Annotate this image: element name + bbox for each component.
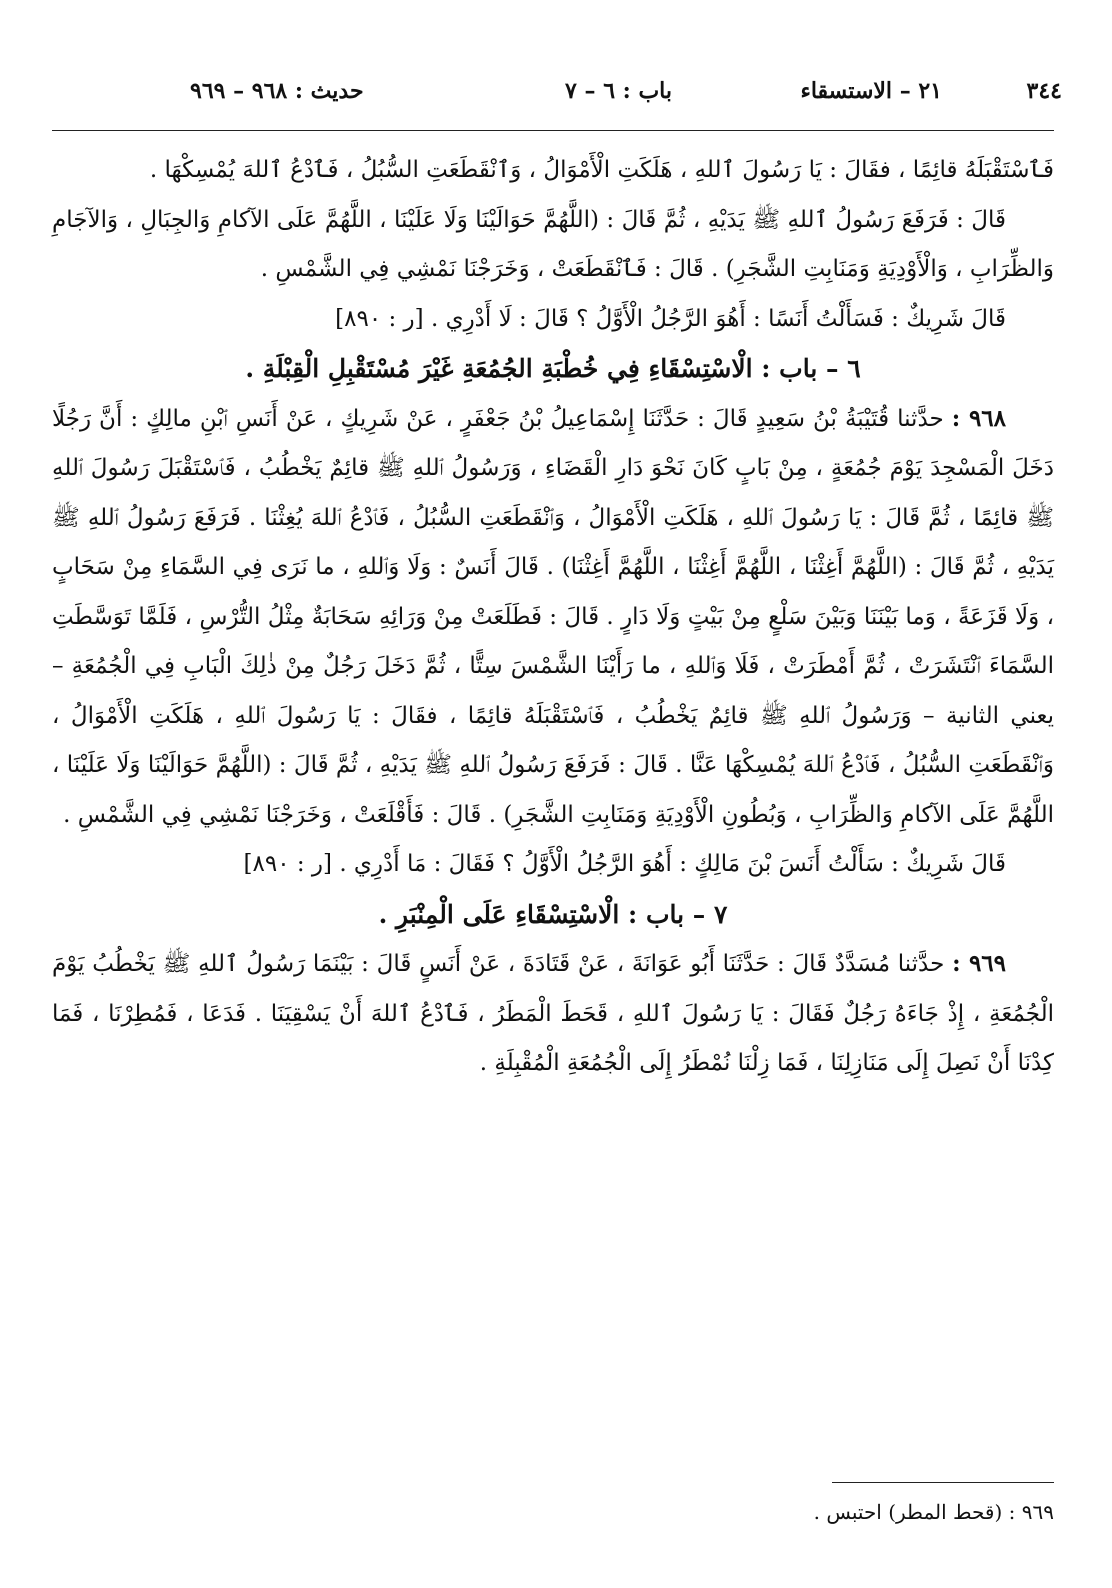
hadith-text: حدَّثنا قُتَيْبَةُ بْنُ سَعِيدٍ قَالَ : حَدَّثَنَا إِسْمَاعِيلُ بْنُ جَعْفَرٍ ، عَنْ شَرِيكٍ ، عَنْ أَنَسِ ٱبْنِ مالِكٍ : أَنَّ رَجُلًا دَخَلَ الْمَسْجِدَ يَوْمَ جُمُعَةٍ ، مِنْ بَابٍ كَانَ نَحْوَ دَارِ الْقَضَاءِ ، وَرَسُولُ ٱللهِ ﷺ قائِمٌ يَخْطُبُ ، فَٱسْتَقْبَلَ رَسُولَ ٱللهِ ﷺ قائِمًا ، ثُمَّ قَالَ : يَا رَسُولَ ٱللهِ ، هَلَكَتِ الْأَمْوَالُ ، وَٱنْقَطَعَتِ السُّبُلُ ، فَٱدْعُ ٱللهَ يُغِثْنَا . فَرَفَعَ رَسُولُ ٱللهِ ﷺ يَدَيْهِ ، ثُمَّ قَالَ : (اللَّهُمَّ أَغِثْنَا ، اللَّهُمَّ أَغِثْنَا ، اللَّهُمَّ أَغِثْنَا) . قَالَ أَنَسٌ : وَلَا وَٱللهِ ، ما نَرَى فِي السَّمَاءِ مِنْ سَحَابٍ ، وَلَا قَزَعَةً ، وَما بَيْنَنَا وَبَيْنَ سَلْعٍ مِنْ بَيْتٍ وَلَا دَارٍ . قَالَ : فَطَلَعَتْ مِنْ وَرَائِهِ سَحَابَةٌ مِثْلُ التُّرْسِ ، فَلَمَّا تَوَسَّطَتِ السَّمَاءَ ٱنْتَشَرَتْ ، ثُمَّ أَمْطَرَتْ ، فَلَا وَٱللهِ ، ما رَأَيْنَا الشَّمْسَ سِتًّا ، ثُمَّ دَخَلَ رَجُلٌ مِنْ ذٰلِكَ الْبَابِ فِي الْجُمُعَةِ – يعني الثانية – وَرَسُولُ ٱللهِ ﷺ قائِمٌ يَخْطُبُ ، فَٱسْتَقْبَلَهُ قائِمًا ، فقَالَ : يَا رَسُولَ ٱللهِ ، هَلَكَتِ الْأَمْوَالُ ، وَٱنْقَطَعَتِ السُّبُلُ ، فَٱدْعُ ٱللهَ يُمْسِكْهَا عَنَّا . قَالَ : فَرَفَعَ رَسُولُ ٱللهِ ﷺ يَدَيْهِ ، ثُمَّ قَالَ : (اللَّهُمَّ حَوَالَيْنَا وَلَا عَلَيْنَا ، اللَّهُمَّ عَلَى الآكامِ وَالظِّرَابِ ، وَبُطُونِ الْأَوْدِيَةِ وَمَنَابِتِ الشَّجَرِ) . قَالَ : فَأَقْلَعَتْ ، وَخَرَجْنَا نَمْشِي فِي الشَّمْسِ . <box>52 405 1055 828</box>
footnote-rule <box>832 1482 1054 1483</box>
main-text <box>52 146 1054 1089</box>
footnote-number: ٩٦٩ : <box>1008 1500 1054 1524</box>
running-header <box>190 78 1062 118</box>
hadith-number: ٩٦٩ : <box>952 950 1007 977</box>
sharik-text: قَالَ شَرِيكٌ : فَسَأَلْتُ أَنَسًا : أَهُوَ الرَّجُلُ الْأَوَّلُ ؟ قَالَ : لَا أَدْرِي . <box>430 305 1006 332</box>
bab-range: باب : ٦ – ٧ <box>565 78 672 104</box>
sharik-text: قَالَ شَرِيكٌ : سَأَلْتُ أَنَسَ بْنَ مَالِكٍ : أَهُوَ الرَّجُلُ الْأَوَّلُ ؟ فَقَالَ : مَا أَدْرِي . <box>339 851 1006 877</box>
hadith-969 <box>52 939 1054 1089</box>
hadith-range: حديث : ٩٦٨ – ٩٦٩ <box>190 78 364 104</box>
continued-paragraph: قَالَ : فَرَفَعَ رَسُولُ ٱللهِ ﷺ يَدَيْهِ ، ثُمَّ قَالَ : (اللَّهُمَّ حَوَالَيْنَا وَلَا عَلَيْنَا ، اللَّهُمَّ عَلَى الآكامِ وَالجِبَالِ ، وَالآجَامِ وَالظِّرَابِ ، وَالْأَوْدِيَةِ وَمَنَابِتِ الشَّجَرِ) . قَالَ : فَٱنْقَطَعَتْ ، وَخَرَجْنَا نَمْشِي فِي الشَّمْسِ . <box>52 206 1054 282</box>
page-number: ٣٤٤ <box>1026 78 1062 104</box>
chapter-heading: ٢١ – الاستسقاء <box>800 78 942 104</box>
hadith-number: ٩٦٨ : <box>951 404 1007 432</box>
footnote-text: (قحط المطر) احتبس . <box>813 1500 1003 1524</box>
footnote <box>814 1500 1054 1524</box>
sharik-note <box>52 840 1054 890</box>
sharik-note <box>52 295 1054 345</box>
hadith-text: حدَّثنا مُسَدَّدٌ قَالَ : حَدَّثَنَا أَبُو عَوَانَةَ ، عَنْ قَتَادَةَ ، عَنْ أَنَسٍ قَالَ : بَيْنَمَا رَسُولُ ٱللهِ ﷺ يَخْطُبُ يَوْمَ الْجُمُعَةِ ، إِذْ جَاءَهُ رَجُلٌ فَقَالَ : يَا رَسُولَ ٱللهِ ، قَحَطَ الْمَطَرُ ، فَٱدْعُ ٱللهَ أَنْ يَسْقِيَنَا . فَدَعَا ، فَمُطِرْنَا ، فَمَا كِدْنَا أَنْ نَصِلَ إِلَى مَنَازِلِنَا ، فَمَا زِلْنَا نُمْطَرُ إِلَى الْجُمُعَةِ الْمُقْبِلَةِ . <box>52 951 1054 1076</box>
header-rule <box>52 130 1054 131</box>
continued-paragraph: فَٱسْتَقْبَلَهُ قائِمًا ، فقَالَ : يَا رَسُولَ ٱللهِ ، هَلَكَتِ الْأَمْوَالُ ، وَٱنْقَطَعَتِ السُّبُلُ ، فَٱدْعُ ٱللهَ يُمْسِكْهَا . <box>149 157 1054 183</box>
hadith-968 <box>52 394 1054 841</box>
chapter-title: ٧ – باب : الْاسْتِسْقَاءِ عَلَى الْمِنْبَرِ . <box>378 899 728 929</box>
cross-reference: [ر : ٨٩٠] <box>243 851 332 877</box>
cross-reference: [ر : ٨٩٠] <box>335 305 424 332</box>
chapter-title: ٦ – باب : الْاسْتِسْقَاءِ فِي خُطْبَةِ الجُمُعَةِ غَيْرَ مُسْتَقْبِلِ الْقِبْلَةِ . <box>245 354 861 383</box>
